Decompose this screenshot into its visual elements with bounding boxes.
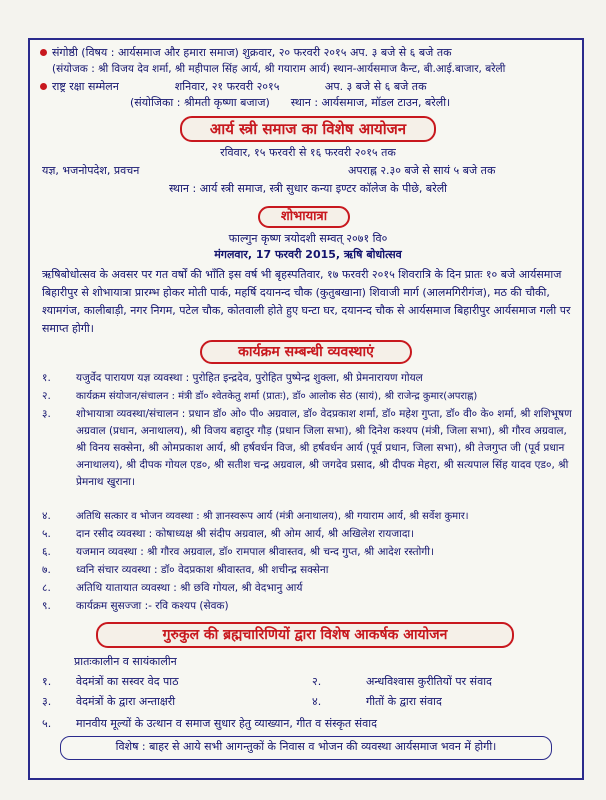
rashtra-organizer: (संयोजिका : श्रीमती कृष्णा बजाज) स्थान : आर्यसमाज, मॉडल टाउन, बरेली। [130, 96, 451, 109]
seminar-organizers: (संयोजक : श्री विजय देव शर्मा, श्री महीपाल सिंह आर्य, श्री गयाराम आर्य) स्थान-आर्यसमाज कैन्ट, बी.आई.बाजार, बरेली [52, 63, 506, 75]
gurukul-num: ४. [312, 695, 322, 708]
gurukul-num: ३. [42, 695, 52, 708]
shobha-date: मंगलवार, 17 फरवरी 2015, ऋषि बोधोत्सव [214, 248, 402, 261]
shobhayatra-banner: शोभायात्रा [258, 206, 350, 228]
list-item: ९. कार्यक्रम सुसज्जा :- रवि कश्यप (सेवक) [42, 600, 229, 612]
rashtra-text: राष्ट्र रक्षा सम्मेलन शनिवार, २१ फरवरी २०१५ अप. ३ बजे से ६ बजे तक [52, 80, 427, 93]
gurukul-item: वेदमंत्रों का सस्वर वेद पाठ [76, 675, 179, 688]
gurukul-banner: गुरुकुल की ब्रह्मचारिणियों द्वारा विशेष आकर्षक आयोजन [96, 622, 514, 648]
list-item: ३. शोभायात्रा व्यवस्था/संचालन : प्रधान डॉ० ओ० पी० अग्रवाल, डॉ० वेदप्रकाश शर्मा, डॉ० महेश गुप्ता, डॉ० वी० के० शर्मा, श्री शशिभूषण अग्रवाल (प्रधान, अनाथालय), श्री विजय बहादुर गौड़ (प्रधान जिला सभा), श्री दिनेश कश्यप (मंत्री, जिला सभा), श्री गौरव अग्रवाल, श्री विनय सक्सेना, श्री ओमप्रकाश आर्य, श्री हर्षवर्धन विज, श्री हर्षवर्धन आर्य (पूर्व प्रधान, जिला सभा), श्री तेजगुप्त जी (पूर्व प्रधान अनाथालय), श्री दीपक गोयल एड०, श्री सतीश चन्द्र अग्रवाल, श्री जगदेव प्रसाद, श्री दीपक मेहरा, श्री सत्यपाल सिंह यादव एड०, श्री प्रेमनाथ खुराना। [42, 408, 572, 488]
bullet-icon [40, 83, 47, 90]
gurukul-subtitle: प्रातःकालीन व सायंकालीन [74, 655, 177, 668]
document-frame [28, 38, 584, 780]
stree-venue: स्थान : आर्य स्त्री समाज, स्त्री सुधार कन्या इण्टर कॉलेज के पीछे, बरेली [168, 182, 448, 195]
list-item: २. कार्यक्रम संयोजन/संचालन : मंत्री डॉ० श्वेतकेतु शर्मा (प्रातः), डॉ० आलोक सेठ (सायं), श्री राजेन्द्र कुमार(अपराह्न) [42, 390, 478, 402]
bullet-icon [40, 49, 47, 56]
gurukul-num: ५. [42, 717, 52, 730]
gurukul-num: १. [42, 675, 52, 688]
stree-time: अपराह्न २.३० बजे से सायं ५ बजे तक [348, 164, 496, 177]
shobha-paragraph: ऋषिबोधोत्सव के अवसर पर गत वर्षों की भाँति इस वर्ष भी बृहस्पतिवार, १७ फरवरी २०१५ शिवरात्रि के दिन प्रातः १० बजे आर्यसमाज बिहारीपुर से शोभायात्रा प्रारम्भ होकर मोती पार्क, महर्षि दयानन्द चौक (कुतुबखाना) शिवाजी मार्ग (आलमगिरीगंज), मठ की चौकी, श्यामगंज, कालीबाड़ी, नगर निगम, पटेल चौक, कोतवाली होते हुए घन्टा घर, दयानन्द चौक से आर्यसमाज बिहारीपुर आर्यसमाज गली पर समाप्त होगी। [42, 268, 571, 335]
event-rashtra-line [40, 80, 427, 94]
list-item: ७. ध्वनि संचार व्यवस्था : डॉ० वेदप्रकाश श्रीवास्तव, श्री शचीन्द्र सक्सेना [42, 564, 329, 576]
program-banner: कार्यक्रम सम्बन्धी व्यवस्थाएं [200, 340, 412, 364]
gurukul-num: २. [312, 675, 322, 688]
list-item: ५. दान रसीद व्यवस्था : कोषाध्यक्ष श्री संदीप अग्रवाल, श्री ओम आर्य, श्री अखिलेश रायजादा। [42, 528, 415, 540]
gurukul-item: वेदमंत्रों के द्वारा अन्ताक्षरी [76, 695, 176, 708]
list-item: ४. अतिथि सत्कार व भोजन व्यवस्था : श्री ज्ञानस्वरूप आर्य (मंत्री अनाथालय), श्री गयाराम आर्य, श्री सर्वेश कुमार। [42, 510, 469, 522]
list-item: ८. अतिथि यातायात व्यवस्था : श्री छवि गोयल, श्री वेदभानु आर्य [42, 582, 303, 594]
stree-date: रविवार, १५ फरवरी से १६ फरवरी २०१५ तक [220, 146, 396, 159]
list-item: १. यजुर्वेद पारायण यज्ञ व्यवस्था : पुरोहित इन्द्रदेव, पुरोहित पुष्पेन्द्र शुक्ला, श्री प्रेमनारायण गोयल [42, 372, 423, 384]
seminar-text: संगोष्ठी (विषय : आर्यसमाज और हमारा समाज) शुक्रवार, २० फरवरी २०१५ अप. ३ बजे से ६ बजे तक [52, 46, 452, 59]
gurukul-item: मानवीय मूल्यों के उत्थान व समाज सुधार हेतु व्याख्यान, गीत व संस्कृत संवाद [76, 717, 377, 730]
gurukul-item: अन्धविश्वास कुरीतियों पर संवाद [366, 675, 492, 688]
event-seminar-line [40, 46, 452, 60]
stree-samaj-banner: आर्य स्त्री समाज का विशेष आयोजन [180, 116, 436, 142]
shobha-samvat: फाल्गुन कृष्ण त्रयोदशी सम्वत् २०७१ वि० [228, 232, 388, 245]
footer-note: विशेष : बाहर से आये सभी आगन्तुकों के निवास व भोजन की व्यवस्था आर्यसमाज भवन में होगी। [60, 736, 552, 760]
list-item: ६. यजमान व्यवस्था : श्री गौरव अग्रवाल, डॉ० रामपाल श्रीवास्तव, श्री चन्द गुप्त, श्री आदेश रस्तोगी। [42, 546, 434, 558]
gurukul-item: गीतों के द्वारा संवाद [366, 695, 442, 708]
stree-activities: यज्ञ, भजनोपदेश, प्रवचन [42, 164, 140, 177]
